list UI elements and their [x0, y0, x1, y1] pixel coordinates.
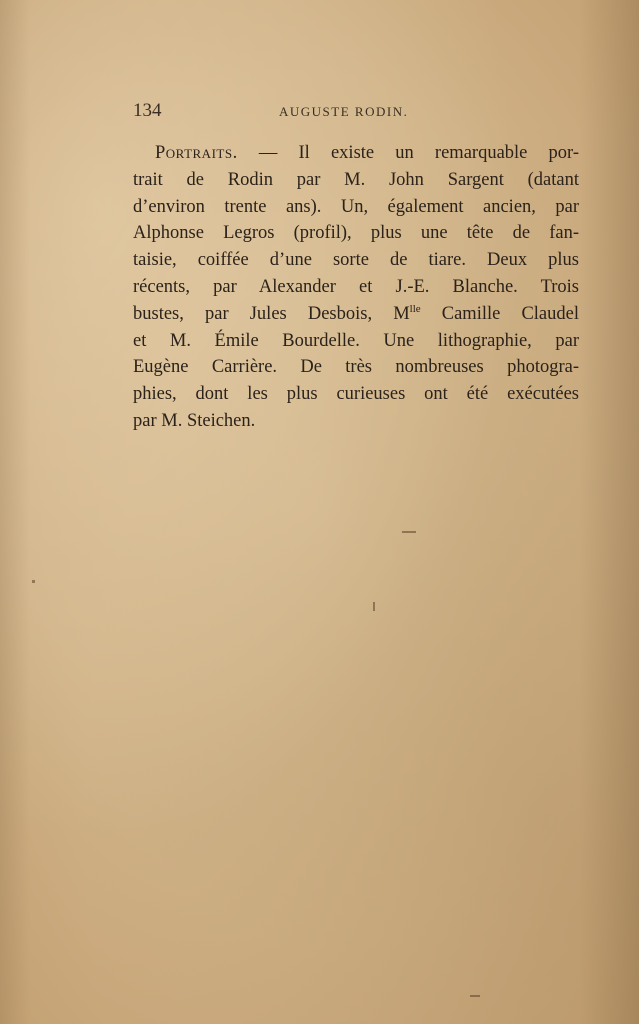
paper-speck: [470, 995, 480, 997]
mademoiselle-superscript: lle: [409, 302, 421, 315]
text-line-10: phies, dont les plus curieuses ont été exécutées: [133, 384, 579, 405]
text-line-7-start: bustes, par Jules Desbois, M: [133, 303, 410, 324]
text-line-9: Eugène Carrière. De très nombreuses photogra-: [133, 357, 579, 378]
text-line-4: Alphonse Legros (profil), plus une tête de fan-: [133, 223, 579, 244]
text-line-5: taisie, coiffée d’une sorte de tiare. Deux plus: [133, 250, 579, 271]
text-line-11: par M. Steichen.: [133, 410, 256, 431]
page-header: [133, 100, 579, 130]
text-line-7-end: Camille Claudel: [420, 303, 579, 324]
page-edge-shadow: [579, 0, 639, 1024]
paper-speck: [373, 602, 375, 611]
text-line-7: [133, 301, 579, 328]
text-line-1-rest: — Il existe un remarquable por-: [237, 143, 579, 163]
paper-speck: [32, 580, 35, 583]
text-line-1: [133, 140, 579, 167]
page-number: 134: [133, 100, 162, 121]
section-lead-word: Portraits.: [155, 143, 238, 163]
text-line-6: récents, par Alexander et J.-E. Blanche. Trois: [133, 276, 579, 297]
portraits-paragraph: [133, 140, 579, 435]
paper-speck: [402, 531, 416, 533]
text-line-2: trait de Rodin par M. John Sargent (datant: [133, 169, 579, 190]
page-gutter-shadow: [0, 0, 30, 1024]
text-line-8: et M. Émile Bourdelle. Une lithographie, par: [133, 330, 579, 351]
text-line-3: d’environ trente ans). Un, également ancien, par: [133, 196, 579, 217]
running-title: AUGUSTE RODIN.: [279, 104, 409, 119]
